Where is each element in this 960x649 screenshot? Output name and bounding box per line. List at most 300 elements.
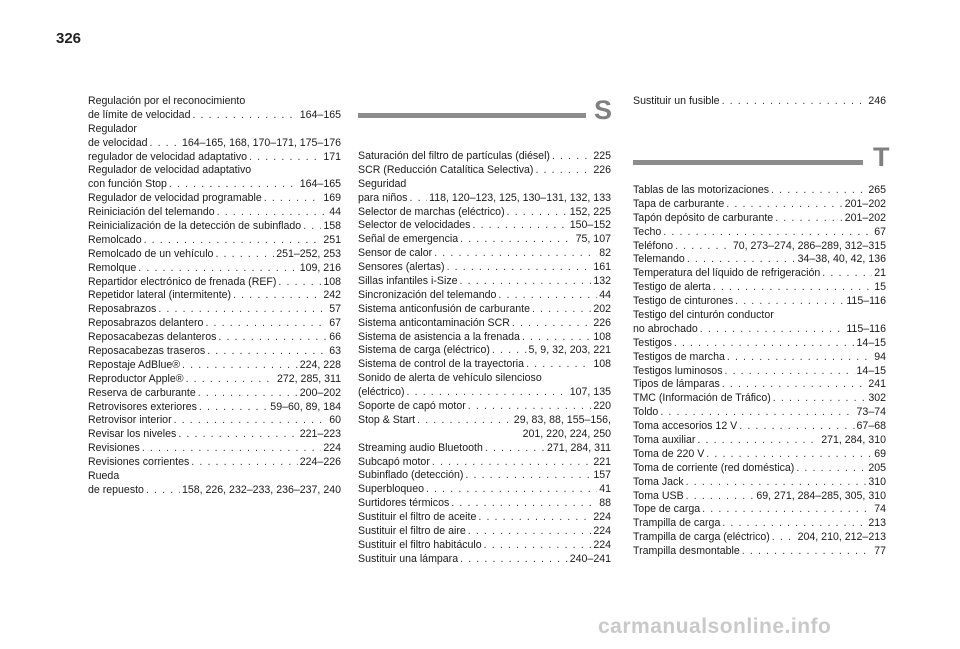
dot-leader (146, 484, 180, 498)
index-entry (88, 234, 341, 248)
entry-pages: 34–38, 40, 42, 136 (797, 253, 886, 266)
entry-pages: 75, 107 (575, 233, 611, 246)
index-entry (633, 531, 886, 545)
entry-pages: 224 (593, 511, 611, 524)
entry-term: Repetidor lateral (intermitente) (88, 289, 232, 302)
entry-pages: 88 (599, 497, 611, 510)
index-column-1 (88, 95, 341, 498)
index-entry (633, 226, 886, 240)
index-entry (633, 448, 886, 462)
dot-leader (727, 351, 872, 365)
dot-leader (460, 233, 574, 247)
index-entry (633, 490, 886, 504)
entry-pages: 67 (329, 317, 341, 330)
entry-pages: 224, 228 (299, 358, 341, 371)
dot-leader (205, 317, 327, 331)
entry-term: regulador de velocidad adaptativo (88, 150, 248, 163)
dot-leader (771, 184, 866, 198)
entry-pages-continued: 201, 220, 224, 250 (522, 427, 611, 440)
section-letter: T (873, 142, 890, 172)
dot-leader (660, 406, 854, 420)
index-entry (358, 539, 611, 553)
dot-leader (278, 276, 321, 290)
index-entry (88, 220, 341, 234)
entry-pages: 164–165 (299, 108, 341, 121)
entry-pages: 265 (868, 184, 886, 196)
index-entry (88, 206, 341, 220)
index-entry (358, 511, 611, 525)
index-entry (88, 109, 341, 123)
index-entry (633, 295, 886, 309)
entry-pages: 241 (868, 378, 886, 391)
dot-leader (472, 219, 567, 233)
entry-term: Sensores (alertas) (358, 261, 445, 274)
entry-pages: 224–226 (299, 456, 341, 469)
index-entry (633, 351, 886, 365)
entry-pages: 94 (874, 350, 886, 363)
dot-leader (468, 400, 592, 414)
entry-term: Sustituir el filtro habitáculo (358, 538, 482, 551)
index-entry (88, 151, 341, 165)
dot-leader (722, 517, 866, 531)
index-column-3-top (633, 95, 886, 109)
entry-term: de límite de velocidad (88, 108, 191, 121)
entry-pages: 224 (323, 442, 341, 455)
entry-term: TMC (Información de Tráfico) (633, 392, 771, 405)
entry-pages: 152, 225 (569, 205, 611, 218)
entry-pages: 246 (868, 95, 886, 107)
entry-pages: 21 (874, 267, 886, 280)
index-entry (358, 150, 611, 164)
entry-pages: 66 (329, 331, 341, 344)
dot-leader (174, 414, 328, 428)
entry-pages: 132 (593, 275, 611, 288)
entry-term: Selector de velocidades (358, 219, 471, 232)
dot-leader (796, 462, 866, 476)
entry-pages: 201–202 (844, 211, 886, 224)
index-entry (633, 476, 886, 490)
index-entry (88, 317, 341, 331)
entry-term: Toldo (633, 406, 659, 419)
entry-pages: 158 (323, 220, 341, 233)
entry-term: con función Stop (88, 178, 167, 191)
entry-term: Retrovisor interior (88, 414, 172, 427)
dot-leader (215, 248, 274, 262)
index-entry (633, 212, 886, 226)
entry-term: Trampilla de carga (633, 517, 721, 530)
section-letter: S (594, 95, 613, 125)
entry-term: Sustituir una lámpara (358, 552, 459, 565)
entry-term: Toma accesorios 12 V (633, 420, 738, 433)
entry-pages: 220 (593, 400, 611, 413)
entry-term: Toma de 220 V (633, 447, 705, 460)
entry-term: Reserva de carburante (88, 386, 196, 399)
index-entry-heading: Regulación por el reconocimiento (88, 95, 246, 107)
dot-leader (451, 497, 597, 511)
entry-pages: 44 (599, 288, 611, 301)
entry-pages: 118, 120–123, 125, 130–131, 132, 133 (429, 191, 611, 204)
index-entry (358, 525, 611, 539)
index-entry (358, 206, 611, 220)
entry-pages: 310 (868, 475, 886, 488)
entry-pages: 63 (329, 345, 341, 358)
dot-leader (144, 234, 322, 248)
entry-term: Reposacabezas traseros (88, 345, 206, 358)
index-entry (358, 553, 611, 567)
watermark: carmanualsonline.info (598, 615, 832, 638)
entry-term: Tope de carga (633, 503, 701, 516)
index-entry (88, 442, 341, 456)
entry-pages: 225 (593, 150, 611, 162)
dot-leader (498, 289, 597, 303)
dot-leader (706, 448, 872, 462)
dot-leader (526, 358, 591, 372)
dot-leader (822, 267, 872, 281)
entry-term: de velocidad (88, 136, 148, 149)
dot-leader (417, 414, 512, 428)
entry-term: Revisar los niveles (88, 428, 177, 441)
entry-pages: 59–60, 89, 184 (270, 400, 341, 413)
dot-leader (726, 198, 842, 212)
entry-pages: 108 (593, 330, 611, 343)
index-entry (358, 442, 611, 456)
index-entry (88, 387, 341, 401)
dot-leader (432, 456, 591, 470)
index-entry (633, 434, 886, 448)
index-entry (358, 219, 611, 233)
entry-term: Sustituir un fusible (633, 95, 720, 107)
entry-pages: 161 (593, 261, 611, 274)
index-entry (88, 359, 341, 373)
entry-pages: 108 (593, 358, 611, 371)
entry-pages: 14–15 (856, 336, 886, 349)
entry-pages: 5, 9, 32, 203, 221 (528, 344, 611, 357)
index-entry (88, 456, 341, 470)
page-number: 326 (56, 30, 82, 47)
entry-term: Testigo de cinturones (633, 295, 734, 308)
index-entry (358, 456, 611, 470)
dot-leader (686, 476, 867, 490)
dot-leader (138, 262, 297, 276)
index-entry (633, 365, 886, 379)
index-entry (358, 386, 611, 400)
entry-term: Tablas de las motorizaciones (633, 184, 770, 196)
entry-pages: 169 (323, 192, 341, 205)
dot-leader (773, 392, 867, 406)
index-entry (88, 414, 341, 428)
entry-pages: 29, 83, 88, 155–156, (513, 413, 611, 426)
entry-term: (eléctrico) (358, 386, 405, 399)
index-entry (88, 137, 341, 151)
dot-leader (434, 247, 597, 261)
entry-pages: 82 (599, 247, 611, 260)
dot-leader (725, 365, 855, 379)
dot-leader (772, 531, 796, 545)
entry-term: Surtidores térmicos (358, 497, 450, 510)
entry-pages: 115–116 (846, 295, 886, 308)
dot-leader (150, 137, 180, 151)
index-entry (88, 331, 341, 345)
entry-term: Testigos (633, 336, 672, 349)
entry-pages: 150–152 (569, 219, 611, 232)
dot-leader (447, 261, 592, 275)
index-entry (633, 184, 886, 198)
entry-term: Teléfono (633, 239, 674, 252)
entry-term: Tapón depósito de carburante (633, 211, 774, 224)
entry-pages: 221 (593, 455, 611, 468)
section-header-t (633, 142, 890, 182)
dot-leader (713, 281, 872, 295)
entry-pages: 271, 284, 310 (821, 434, 886, 447)
entry-term: Tapa de carburante (633, 197, 725, 210)
entry-pages: 271, 284, 311 (546, 441, 611, 454)
dot-leader (697, 434, 819, 448)
entry-pages: 77 (874, 545, 886, 558)
entry-term: Repostaje AdBlue® (88, 358, 181, 371)
index-entry (633, 95, 886, 109)
entry-term: Superbloqueo (358, 483, 424, 496)
entry-term: Soporte de capó motor (358, 400, 466, 413)
dot-leader (700, 323, 845, 337)
section-header-s (358, 95, 611, 135)
entry-term: Selector de marchas (eléctrico) (358, 205, 505, 218)
index-entry-heading: Rueda (88, 470, 120, 483)
entry-pages: 224 (593, 525, 611, 538)
index-entry-heading: Regulador de velocidad adaptativo (88, 164, 252, 177)
index-entry (88, 289, 341, 303)
dot-leader (702, 503, 872, 517)
entry-pages: 69 (874, 447, 886, 460)
entry-pages: 221–223 (299, 428, 341, 441)
index-entry (358, 497, 611, 511)
index-entry (88, 178, 341, 192)
entry-term: de repuesto (88, 483, 144, 496)
entry-pages: 67–68 (856, 420, 886, 433)
entry-term: Remolcado de un vehículo (88, 247, 214, 260)
entry-term: Sillas infantiles i-Size (358, 275, 458, 288)
entry-term: Techo (633, 225, 662, 238)
entry-pages: 73–74 (856, 406, 886, 419)
entry-pages: 164–165 (299, 178, 341, 191)
index-entry (358, 275, 611, 289)
index-entry (88, 345, 341, 359)
index-entry (88, 262, 341, 276)
entry-pages: 157 (593, 469, 611, 482)
entry-pages: 115–116 (846, 322, 886, 335)
entry-pages: 251–252, 253 (276, 247, 341, 260)
index-entry (633, 240, 886, 254)
index-entry (633, 378, 886, 392)
index-entry (88, 303, 341, 317)
entry-term: Sistema de control de la trayectoria (358, 358, 525, 371)
entry-pages: 67 (874, 225, 886, 238)
entry-term: Retrovisores exteriores (88, 400, 197, 413)
entry-pages: 69, 271, 284–285, 305, 310 (756, 489, 886, 502)
index-entry (358, 331, 611, 345)
index-column-2 (358, 150, 611, 567)
index-entry (633, 406, 886, 420)
dot-leader (522, 331, 591, 345)
dot-leader (249, 151, 321, 165)
entry-term: Trampilla de carga (eléctrico) (633, 531, 770, 544)
dot-leader (552, 150, 591, 164)
entry-term: Sistema de asistencia a la frenada (358, 330, 520, 343)
dot-leader (192, 109, 297, 123)
index-entry (358, 233, 611, 247)
index-entry (358, 303, 611, 317)
entry-pages: 272, 285, 311 (276, 372, 341, 385)
dot-leader (739, 420, 854, 434)
index-entry (358, 289, 611, 303)
index-entry (633, 323, 886, 337)
dot-leader (178, 428, 297, 442)
dot-leader (198, 387, 298, 401)
entry-term: Reproductor Apple® (88, 372, 184, 385)
index-column-3 (633, 184, 886, 559)
dot-leader (492, 344, 527, 358)
index-entry (633, 503, 886, 517)
section-divider (633, 160, 863, 165)
entry-term: Toma Jack (633, 475, 684, 488)
section-divider (358, 113, 586, 118)
entry-term: Sensor de calor (358, 247, 433, 260)
entry-term: Sistema de carga (eléctrico) (358, 344, 490, 357)
dot-leader (742, 545, 872, 559)
dot-leader (478, 511, 591, 525)
entry-term: Repartidor electrónico de frenada (REF) (88, 275, 277, 288)
entry-pages: 202 (593, 302, 611, 315)
dot-leader (409, 192, 427, 206)
dot-leader (663, 226, 872, 240)
index-entry (633, 462, 886, 476)
entry-term: Testigo de alerta (633, 281, 711, 294)
entry-pages: 242 (323, 289, 341, 302)
index-entry (633, 392, 886, 406)
dot-leader (207, 345, 327, 359)
entry-term: Toma de corriente (red doméstica) (633, 461, 795, 474)
index-entry (88, 484, 341, 498)
dot-leader (182, 359, 298, 373)
dot-leader (775, 212, 843, 226)
dot-leader (199, 401, 268, 415)
entry-term: Subcapó motor (358, 455, 430, 468)
entry-pages: 200–202 (299, 386, 341, 399)
dot-leader (535, 164, 591, 178)
entry-pages: 224 (593, 538, 611, 551)
entry-pages: 164–165, 168, 170–171, 175–176 (181, 136, 341, 149)
entry-term: Sustituir el filtro de aceite (358, 511, 477, 524)
dot-leader (735, 295, 844, 309)
entry-term: Sustituir el filtro de aire (358, 525, 466, 538)
entry-pages: 240–241 (569, 552, 611, 565)
entry-pages: 205 (868, 461, 886, 474)
entry-pages: 158, 226, 232–233, 236–237, 240 (181, 483, 341, 496)
entry-term: Remolcado (88, 233, 142, 246)
entry-term: Reinicialización de la detección de subinflado (88, 220, 302, 233)
index-entry (358, 414, 611, 428)
entry-term: Saturación del filtro de partículas (diésel) (358, 150, 550, 162)
dot-leader (142, 442, 321, 456)
entry-term: Revisiones corrientes (88, 456, 190, 469)
dot-leader (191, 456, 297, 470)
entry-pages: 74 (874, 503, 886, 516)
entry-term: Streaming audio Bluetooth (358, 441, 483, 454)
dot-leader (722, 95, 867, 109)
entry-term: Toma USB (633, 489, 684, 502)
entry-term: Remolque (88, 261, 137, 274)
entry-pages: 44 (329, 206, 341, 219)
dot-leader (722, 378, 867, 392)
entry-pages: 108 (323, 275, 341, 288)
dot-leader (158, 303, 327, 317)
index-entry (88, 276, 341, 290)
index-entry (633, 281, 886, 295)
index-entry (358, 483, 611, 497)
entry-term: SCR (Reducción Catalítica Selectiva) (358, 163, 534, 176)
entry-pages: 213 (868, 517, 886, 530)
entry-term: no abrochado (633, 322, 698, 335)
dot-leader (512, 317, 591, 331)
index-entry (358, 247, 611, 261)
index-entry (633, 337, 886, 351)
entry-term: Sincronización del telemando (358, 288, 497, 301)
index-entry (88, 401, 341, 415)
entry-term: Sistema anticontaminación SCR (358, 316, 510, 329)
index-entry (88, 192, 341, 206)
dot-leader (485, 442, 545, 456)
index-entry-heading: Testigo del cinturón conductor (633, 309, 774, 322)
entry-pages: 70, 273–274, 286–289, 312–315 (732, 239, 886, 252)
index-entry (633, 267, 886, 281)
index-entry (88, 373, 341, 387)
entry-term: Temperatura del líquido de refrigeración (633, 267, 821, 280)
dot-leader (675, 240, 731, 254)
entry-term: Trampilla desmontable (633, 545, 740, 558)
dot-leader (686, 490, 755, 504)
index-entry (358, 261, 611, 275)
index-entry (633, 198, 886, 212)
entry-term: para niños (358, 191, 408, 204)
index-entry (358, 317, 611, 331)
entry-term: Tipos de lámparas (633, 378, 720, 391)
entry-pages: 226 (593, 163, 611, 176)
index-entry (358, 164, 611, 178)
dot-leader (460, 275, 592, 289)
index-entry-heading: Regulador (88, 122, 137, 135)
entry-term: Testigos luminosos (633, 364, 723, 377)
entry-pages: 204, 210, 212–213 (797, 531, 886, 544)
dot-leader (169, 178, 298, 192)
dot-leader (407, 386, 568, 400)
entry-term: Señal de emergencia (358, 233, 459, 246)
entry-term: Regulador de velocidad programable (88, 192, 262, 205)
index-entry (633, 253, 886, 267)
dot-leader (460, 553, 568, 567)
dot-leader (264, 192, 322, 206)
index-entry (358, 358, 611, 372)
entry-term: Stop & Start (358, 413, 416, 426)
dot-leader (507, 206, 568, 220)
entry-term: Sistema anticonfusión de carburante (358, 302, 530, 315)
index-entry (633, 545, 886, 559)
index-entry (633, 420, 886, 434)
entry-term: Revisiones (88, 442, 140, 455)
entry-pages: 226 (593, 316, 611, 329)
entry-pages: 14–15 (856, 364, 886, 377)
entry-pages: 41 (599, 483, 611, 496)
entry-pages: 107, 135 (569, 386, 611, 399)
entry-pages: 201–202 (844, 197, 886, 210)
